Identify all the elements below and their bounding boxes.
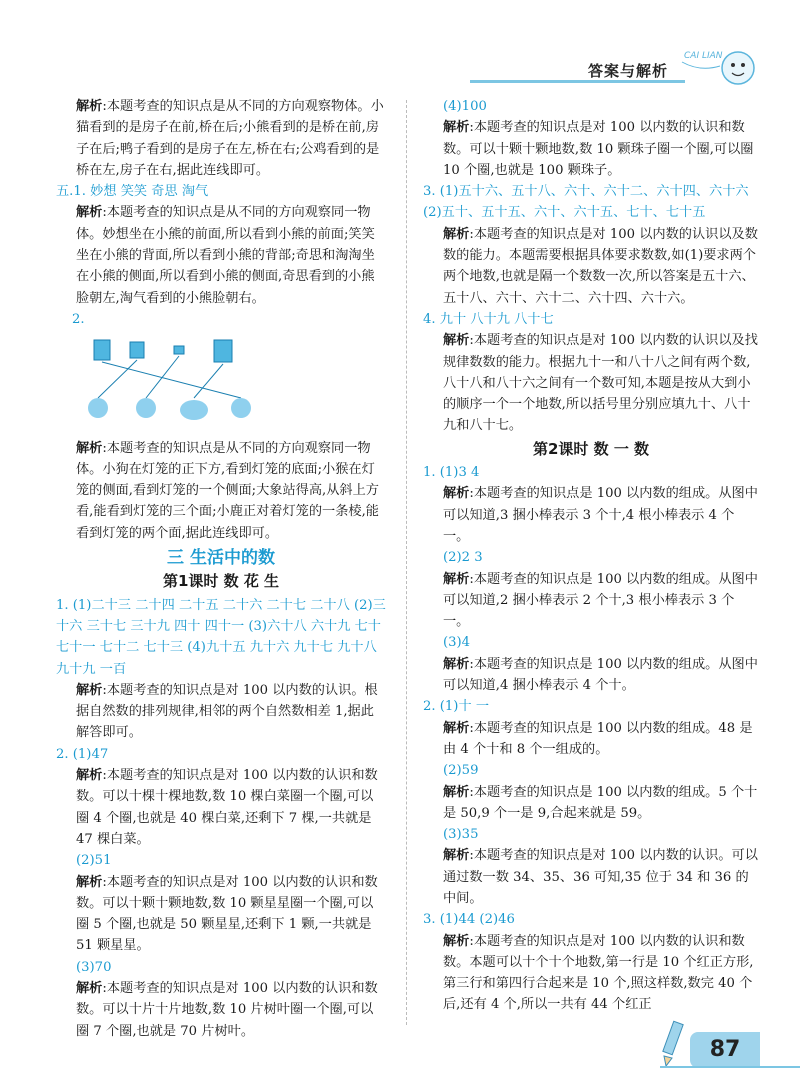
- text: 2.: [72, 311, 85, 327]
- explanation-paragraph: [423, 782, 759, 825]
- logo-text: CAI LIAN: [684, 51, 723, 61]
- text: (2)59: [443, 763, 479, 779]
- text: :本题考查的知识点是从不同的方向观察物体。小猫看到的是房子在前,桥在后;小熊看到的是桥在前,房子在后;鸭子看到的是房子在左,桥在右;公鸡看到的是桥在左,房子在右,据此连线即可。: [76, 99, 384, 178]
- explanation-label: 解析: [443, 720, 470, 736]
- header-title: 答案与解析: [588, 62, 669, 80]
- explanation-paragraph: [423, 483, 759, 547]
- explanation-label: 解析: [443, 120, 470, 136]
- text: (3)4: [443, 635, 471, 651]
- explanation-label: 解析: [76, 980, 103, 996]
- lantern-side-icon: [130, 342, 144, 358]
- text: (2)2 3: [443, 550, 483, 566]
- lantern-front-icon: [94, 340, 110, 360]
- monkey-icon: [136, 398, 156, 418]
- text: :本题考查的知识点是 100 以内数的组成。从图中可以知道,2 捆小棒表示 2 个十,3 根小棒表示 3 个一。: [443, 571, 758, 630]
- answer-line: [56, 957, 386, 978]
- text: :本题考查的知识点是对 100 以内数的认识以及数数的能力。本题需要根据具体要求数数,如(1)要求两个两个地数,也就是隔一个数数一次,所以答案是五十六、五十八、六十、六十二、六十四、六十六。: [443, 226, 758, 306]
- right-column: [423, 96, 759, 1016]
- text: 2. (1)47: [56, 746, 109, 762]
- explanation-label: 解析: [76, 440, 103, 456]
- lantern-matching-figure: [76, 334, 276, 424]
- answer-line: [423, 824, 759, 845]
- answer-line: [423, 760, 759, 781]
- explanation-label: 解析: [443, 784, 470, 800]
- text: :本题考查的知识点是从不同的方向观察同一物体。小狗在灯笼的正下方,看到灯笼的底面;小猴在灯笼的侧面,看到灯笼的一个侧面;大象站得高,从斜上方看,能看到灯笼的三个面;小鹿正对着灯笼的一条棱,能看到灯笼的两个面,据此连线即可。: [76, 440, 379, 541]
- section-title: [56, 548, 386, 569]
- text: :本题考查的知识点是对 100 以内数的认识和数数。可以十片十片地数,数 10 片树叶圈一个圈,可以圈 7 个圈,也就是 70 片树叶。: [76, 980, 378, 1039]
- footer-rule: [660, 1066, 800, 1068]
- figure: [76, 334, 386, 431]
- text: :本题考查的知识点是 100 以内数的组成。5 个十是 50,9 个一是 9,合起来就是 59。: [443, 784, 758, 821]
- explanation-label: 解析: [76, 99, 103, 114]
- text: 三 生活中的数: [167, 548, 275, 569]
- answer-line: [56, 309, 386, 330]
- explanation-paragraph: [56, 765, 386, 850]
- lantern-bottom-icon: [174, 346, 184, 354]
- text: (3)35: [443, 827, 479, 843]
- text: 1. (1)二十三 二十四 二十五 二十六 二十七 二十八 (2)三十六 三十七 三十九 四十 四十一 (3)六十八 六十九 七十 七十一 七十二 七十三 (4)九十五 九十六 九十七 九十八 九十九 一百: [56, 597, 386, 677]
- answer-line: [56, 850, 386, 871]
- text: :本题考查的知识点是 100 以内数的组成。从图中可以知道,4 捆小棒表示 4 个十。: [443, 656, 758, 694]
- explanation-paragraph: [56, 872, 386, 957]
- elephant-icon: [180, 400, 208, 420]
- answer-line: [423, 181, 759, 224]
- text: (4)100: [443, 99, 487, 114]
- text: (2)51: [76, 853, 112, 869]
- explanation-paragraph: [423, 224, 759, 309]
- text: 第2课时 数 一 数: [532, 439, 650, 458]
- text: :本题考查的知识点是对 100 以内数的认识。根据自然数的排列规律,相邻的两个自然数相差 1,据此解答即可。: [76, 682, 378, 741]
- explanation-paragraph: [423, 117, 759, 181]
- explanation-label: 解析: [443, 656, 470, 672]
- text: 2. (1)十 一: [423, 699, 490, 715]
- answer-line: [423, 632, 759, 653]
- text: (3)70: [76, 959, 112, 975]
- explanation-paragraph: [423, 931, 759, 1016]
- answer-line: [423, 696, 759, 717]
- text: :本题考查的知识点是对 100 以内数的认识和数数。本题可以十个十个地数,第一行是 10 个红正方形,第三行和第四行合起来是 10 个,照这样数,数完 40 个后,还有 4 个,所以一共有 44 个红正: [443, 933, 754, 1013]
- text: :本题考查的知识点是对 100 以内数的认识。可以通过数一数 34、35、36 可知,35 位于 34 和 36 的中间。: [443, 848, 758, 906]
- explanation-paragraph: [423, 569, 759, 633]
- text: :本题考查的知识点是对 100 以内数的认识和数数。可以十棵十棵地数,数 10 棵白菜圈一个圈,可以圈 4 个圈,也就是 40 棵白菜,还剩下 7 棵,一共就是 47 棵白菜。: [76, 768, 378, 847]
- explanation-label: 解析: [76, 682, 103, 698]
- explanation-paragraph: [56, 978, 386, 1042]
- answer-line: [423, 309, 759, 330]
- explanation-label: 解析: [443, 486, 470, 502]
- text: :本题考查的知识点是对 100 以内数的认识以及找规律数数的能力。根据九十一和八十八之间有两个数,八十八和八十六之间有一个数可知,本题是按从大到小的顺序一个一个地数,所以括号里分别应填九十、八十九和八十七。: [443, 333, 758, 434]
- explanation-paragraph: [423, 654, 759, 697]
- text: :本题考查的知识点是对 100 以内数的认识和数数。可以十颗十颗地数,数 10 颗星星圈一个圈,可以圈 5 个圈,也就是 50 颗星星,还剩下 1 颗,一共就是 51 颗星星。: [76, 874, 378, 954]
- explanation-paragraph: [56, 438, 386, 544]
- answer-line: [56, 744, 386, 765]
- left-column: [56, 96, 386, 1042]
- explanation-label: 解析: [76, 874, 103, 890]
- explanation-paragraph: [423, 718, 759, 761]
- text: 第1课时 数 花 生: [162, 572, 280, 591]
- text: :本题考查的知识点是 100 以内数的组成。48 是由 4 个十和 8 个一组成的。: [443, 720, 753, 757]
- deer-icon: [231, 398, 251, 418]
- explanation-label: 解析: [443, 848, 470, 864]
- text: :本题考查的知识点是对 100 以内数的认识和数数。可以十颗十颗地数,数 10 颗珠子圈一个圈,可以圈 10 个圈,也就是 100 颗珠子。: [443, 120, 754, 178]
- pencil-icon: [654, 1018, 694, 1068]
- header-rule: [470, 80, 685, 83]
- lesson-title: [56, 571, 386, 592]
- answer-line: [56, 595, 386, 680]
- text: 五.1. 妙想 笑笑 奇思 淘气: [56, 184, 209, 200]
- text: :本题考查的知识点是 100 以内数的组成。从图中可以知道,3 捆小棒表示 3 个十,4 根小棒表示 4 个一。: [443, 486, 758, 544]
- text: 3. (1)五十六、五十八、六十、六十二、六十四、六十六 (2)五十、五十五、六十、六十五、七十、七十五: [423, 184, 749, 221]
- lantern-three-faces-icon: [214, 340, 232, 362]
- answer-line: [56, 181, 386, 202]
- explanation-paragraph: [423, 845, 759, 909]
- explanation-paragraph: [56, 202, 386, 308]
- answer-line: [423, 909, 759, 930]
- answer-line: [423, 96, 759, 117]
- mascot-logo-icon: [680, 38, 760, 100]
- dog-icon: [88, 398, 108, 418]
- text: :本题考查的知识点是从不同的方向观察同一物体。妙想坐在小熊的前面,所以看到小熊的前面;笑笑坐在小熊的背面,所以看到小熊的背部;奇思和淘淘坐在小熊的侧面,所以看到小熊的侧面,奇思看到的小熊脸朝左,淘气看到的小熊脸朝右。: [76, 205, 375, 306]
- text: 3. (1)44 (2)46: [423, 912, 515, 928]
- explanation-label: 解析: [443, 333, 470, 349]
- column-divider: [406, 100, 407, 1025]
- text: 1. (1)3 4: [423, 465, 480, 481]
- answer-line: [423, 547, 759, 568]
- explanation-label: 解析: [443, 933, 470, 949]
- explanation-paragraph: [56, 96, 386, 181]
- text: 4. 九十 八十九 八十七: [423, 311, 554, 327]
- explanation-label: 解析: [443, 226, 470, 242]
- answer-line: [423, 462, 759, 483]
- explanation-label: 解析: [76, 205, 103, 221]
- explanation-label: 解析: [76, 768, 103, 784]
- page-number: 87: [690, 1032, 760, 1068]
- explanation-paragraph: [423, 330, 759, 436]
- lesson-title: [423, 439, 759, 460]
- explanation-label: 解析: [443, 571, 470, 587]
- explanation-paragraph: [56, 680, 386, 744]
